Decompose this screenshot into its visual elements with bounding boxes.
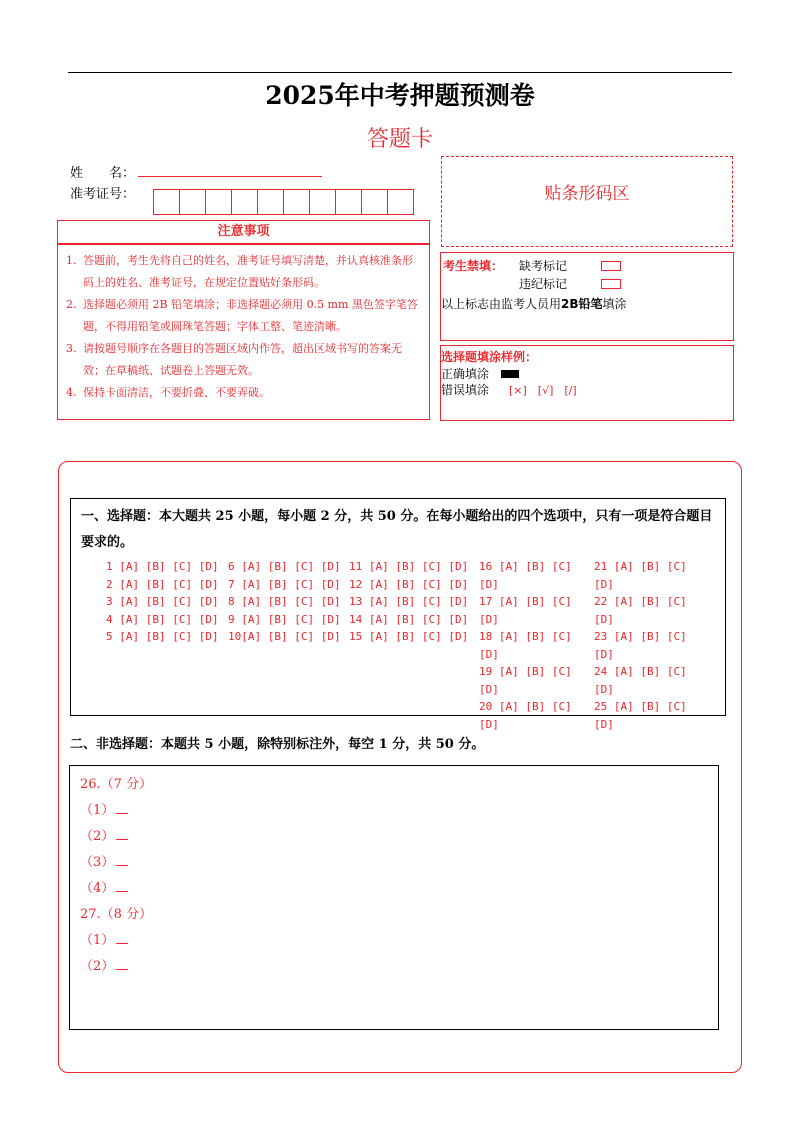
correct-fill-label: 正确填涂: [441, 367, 490, 381]
choice-question-row[interactable]: 12 [A] [B] [C] [D]: [349, 577, 469, 591]
exam-id-box[interactable]: [179, 189, 206, 215]
notice-title: 注意事项: [57, 220, 430, 244]
notice-item-number: 4.: [66, 386, 77, 399]
wrong-fill-label: 错误填涂: [441, 383, 490, 397]
non-choice-answer-box[interactable]: [69, 765, 719, 1030]
barcode-area: [441, 156, 733, 247]
choice-question-row[interactable]: [D]: [479, 717, 499, 731]
choice-question-row[interactable]: 17 [A] [B] [C]: [479, 595, 572, 608]
non-choice-section-title: 二、非选择题：本题共 5 小题，除特别标注外，每空 1 分，共 50 分。: [70, 737, 485, 752]
choice-section-title: 一、选择题：本大题共 25 小题，每小题 2 分，共 50 分。在每小题给出的四个选项中，只有一项是符合题目要求的。: [81, 509, 713, 550]
answer-blank[interactable]: [116, 957, 128, 970]
answer-line-label: （3）: [80, 855, 115, 870]
choice-question-row[interactable]: 2 [A] [B] [C] [D]: [106, 577, 219, 591]
choice-section: [70, 498, 726, 731]
choice-question-row[interactable]: 22 [A] [B] [C]: [594, 595, 687, 608]
answer-line-label: （1）: [80, 933, 115, 948]
top-rule: [68, 72, 732, 73]
barcode-label: 贴条形码区: [544, 184, 630, 204]
answer-blank[interactable]: [116, 827, 128, 840]
choice-column-5[interactable]: [594, 558, 687, 733]
violation-mark-label: 违纪标记: [519, 277, 568, 291]
notice-item: [66, 250, 421, 294]
choice-question-row[interactable]: 18 [A] [B] [C]: [479, 630, 572, 643]
exam-id-box[interactable]: [205, 189, 232, 215]
exam-id-box[interactable]: [309, 189, 336, 215]
choice-question-row[interactable]: [D]: [479, 612, 499, 626]
name-field[interactable]: [138, 176, 322, 177]
choice-question-row[interactable]: 25 [A] [B] [C]: [594, 700, 687, 713]
choice-question-row[interactable]: 3 [A] [B] [C] [D]: [106, 595, 219, 608]
exam-id-box[interactable]: [335, 189, 362, 215]
exam-id-box[interactable]: [153, 189, 180, 215]
choice-question-row[interactable]: 14 [A] [B] [C] [D]: [349, 612, 469, 626]
answer-blank[interactable]: [116, 931, 128, 944]
correct-fill-sample: [501, 370, 519, 378]
wrong-fill-samples: [×] [√] [/]: [509, 384, 577, 397]
answer-line-label: （2）: [80, 829, 115, 844]
choice-question-row[interactable]: 24 [A] [B] [C]: [594, 665, 687, 678]
choice-question-row[interactable]: 8 [A] [B] [C] [D]: [228, 595, 341, 608]
question-heading: [80, 772, 718, 798]
exam-id-box[interactable]: [231, 189, 258, 215]
choice-question-row[interactable]: 10[A] [B] [C] [D]: [228, 630, 341, 643]
page-title: 2025年中考押题预测卷: [265, 81, 535, 110]
choice-question-row[interactable]: [D]: [594, 717, 614, 731]
choice-question-row[interactable]: 20 [A] [B] [C]: [479, 700, 572, 713]
exam-id-box[interactable]: [361, 189, 388, 215]
choice-question-row[interactable]: 21 [A] [B] [C]: [594, 560, 687, 573]
answer-line-label: 26.（7 分）: [80, 777, 153, 792]
choice-question-row[interactable]: 1 [A] [B] [C] [D]: [106, 560, 219, 573]
exam-id-label: 准考证号：: [70, 187, 136, 202]
exam-id-box[interactable]: [257, 189, 284, 215]
choice-question-row[interactable]: [D]: [594, 612, 614, 626]
exam-id-box[interactable]: [283, 189, 310, 215]
exam-marks-box: [440, 252, 734, 341]
choice-question-row[interactable]: [D]: [479, 647, 499, 661]
question-heading: [80, 902, 718, 928]
choice-column-4[interactable]: [479, 558, 572, 733]
answer-sheet-subtitle: 答题卡: [366, 127, 433, 152]
answer-blank-line[interactable]: [80, 928, 718, 954]
notice-item-text: 请按题号顺序在各题目的答题区域内作答，超出区域书写的答案无效；在草稿纸、试题卷上答题无效。: [83, 342, 402, 377]
choice-question-row[interactable]: 23 [A] [B] [C]: [594, 630, 687, 643]
choice-question-row[interactable]: 9 [A] [B] [C] [D]: [228, 612, 341, 626]
choice-question-row[interactable]: [D]: [479, 577, 499, 591]
answer-line-label: （2）: [80, 959, 115, 974]
answer-blank-line[interactable]: [80, 850, 718, 876]
choice-question-row[interactable]: [D]: [594, 577, 614, 591]
answer-line-label: 27.（8 分）: [80, 907, 153, 922]
fill-sample-box: [440, 345, 734, 421]
exam-marks-note: 以上标志由监考人员用2B铅笔填涂: [441, 297, 627, 311]
exam-id-boxes[interactable]: [153, 189, 413, 215]
choice-question-row[interactable]: 16 [A] [B] [C]: [479, 560, 572, 573]
answer-blank[interactable]: [116, 801, 128, 814]
answer-blank-line[interactable]: [80, 954, 718, 980]
answer-blank-line[interactable]: [80, 876, 718, 902]
choice-column-3[interactable]: [349, 558, 468, 646]
notice-item-text: 保持卡面清洁，不要折叠、不要弄破。: [83, 386, 270, 399]
answer-blank[interactable]: [116, 853, 128, 866]
answer-line-label: （4）: [80, 881, 115, 896]
notice-item-number: 2.: [66, 298, 77, 311]
choice-question-row[interactable]: [D]: [479, 682, 499, 696]
notice-item-text: 选择题必须用 2B 铅笔填涂；非选择题必须用 0.5 mm 黑色签字笔答题，不得用铅笔或圆珠笔答题；字体工整、笔迹清晰。: [83, 298, 418, 333]
choice-question-row[interactable]: 19 [A] [B] [C]: [479, 665, 572, 678]
answer-line-label: （1）: [80, 803, 115, 818]
choice-question-row[interactable]: 4 [A] [B] [C] [D]: [106, 612, 219, 626]
fill-sample-title: 选择题填涂样例：: [441, 350, 538, 364]
notice-item: [66, 294, 421, 338]
answer-blank[interactable]: [116, 879, 128, 892]
choice-column-1[interactable]: [106, 558, 219, 646]
absent-mark-label: 缺考标记: [519, 259, 568, 273]
exam-id-box[interactable]: [387, 189, 414, 215]
choice-question-row[interactable]: 13 [A] [B] [C] [D]: [349, 595, 469, 608]
answer-blank-line[interactable]: [80, 824, 718, 850]
notice-item: [66, 382, 421, 404]
choice-question-row[interactable]: [D]: [594, 647, 614, 661]
choice-question-row[interactable]: 6 [A] [B] [C] [D]: [228, 560, 341, 573]
choice-question-row[interactable]: 7 [A] [B] [C] [D]: [228, 577, 341, 591]
notice-item-number: 1.: [66, 254, 77, 267]
notice-box: [57, 244, 430, 420]
exam-marks-label: 考生禁填：: [443, 259, 504, 273]
answer-blank-line[interactable]: [80, 798, 718, 824]
choice-question-row[interactable]: [D]: [594, 682, 614, 696]
choice-column-2[interactable]: [228, 558, 341, 646]
notice-item: [66, 338, 421, 382]
absent-mark-box[interactable]: [601, 261, 621, 271]
notice-item-number: 3.: [66, 342, 77, 355]
name-label: 姓 名：: [70, 166, 136, 181]
violation-mark-box[interactable]: [601, 279, 621, 289]
choice-question-row[interactable]: 5 [A] [B] [C] [D]: [106, 630, 219, 643]
choice-question-row[interactable]: 15 [A] [B] [C] [D]: [349, 630, 469, 643]
choice-question-row[interactable]: 11 [A] [B] [C] [D]: [349, 560, 469, 573]
notice-item-text: 答题前，考生先将自己的姓名，准考证号填写清楚，并认真核准条形码上的姓名、准考证号，在规定位置贴好条形码。: [83, 254, 413, 289]
